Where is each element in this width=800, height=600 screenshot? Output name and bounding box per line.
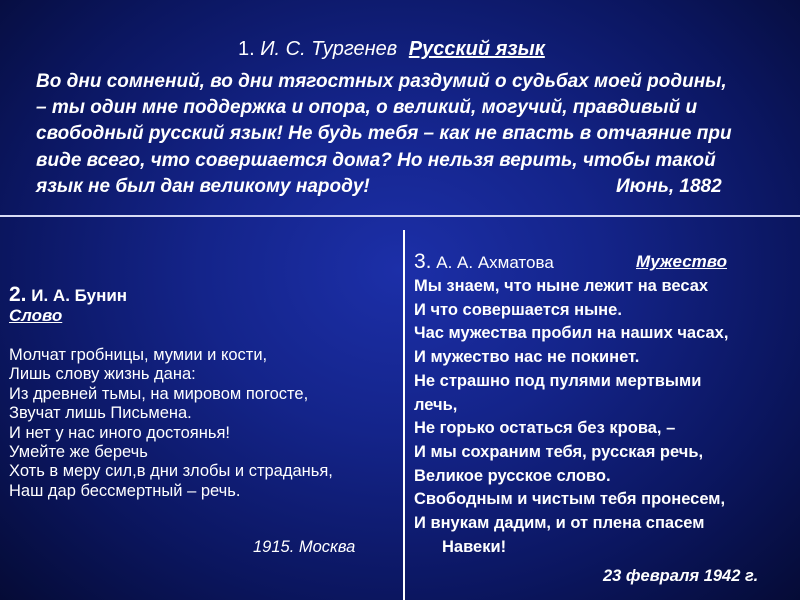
poem-line: Великое русское слово. <box>414 466 611 485</box>
prose-line: – ты один мне поддержка и опора, о великий, могучий, правдивый и <box>36 97 698 119</box>
section3-poem <box>414 275 728 559</box>
section2-date: 1915. Москва <box>253 538 356 556</box>
section3-number: 3. <box>414 250 432 273</box>
poem-line: Лишь слову жизнь дана: <box>9 365 196 384</box>
poem-line: Наш дар бессмертный – речь. <box>9 481 241 500</box>
prose-line-text: язык не был дан великому народу! <box>36 175 370 197</box>
section3-date: 23 февраля 1942 г. <box>603 567 759 585</box>
poem-line: Час мужества пробил на наших часах, <box>414 324 729 343</box>
poem-line: Молчат гробницы, мумии и кости, <box>9 346 268 364</box>
section3-heading <box>414 250 554 274</box>
section2-number: 2. <box>9 283 27 306</box>
section1-author: И. С. Тургенев <box>260 38 398 60</box>
section3-work-title: Мужество <box>636 252 728 271</box>
prose-line <box>36 174 796 200</box>
poem-line: И мужество нас не покинет. <box>414 348 640 367</box>
poem-line: Из древней тьмы, на мировом погосте, <box>9 384 309 403</box>
poem-line: Не горько остаться без крова, – <box>414 419 676 438</box>
poem-line: Не страшно под пулями мертвыми <box>414 371 702 390</box>
prose-line: свободный русский язык! Не будь тебя – как не впасть в отчаяние при <box>36 123 732 145</box>
poem-line: И мы сохраним тебя, русская речь, <box>414 442 704 461</box>
vertical-divider <box>403 230 405 600</box>
poem-line: Умейте же беречь <box>9 443 148 462</box>
section2-heading <box>9 283 127 307</box>
poem-line: Свободным и чистым тебя пронесем, <box>414 490 726 509</box>
section1-title <box>238 38 545 61</box>
poem-line: лечь, <box>414 395 458 414</box>
poem-line: И внукам дадим, и от плена спасем <box>414 514 705 533</box>
horizontal-divider <box>0 215 800 217</box>
section2-work-title: Слово <box>9 306 63 325</box>
prose-line: виде всего, что совершается дома? Но нельзя верить, чтобы такой <box>36 149 716 171</box>
section2-author: И. А. Бунин <box>31 286 128 305</box>
section1-prose <box>36 69 796 200</box>
poem-line: И что совершается ныне. <box>414 300 622 319</box>
section2-poem <box>9 346 333 501</box>
poem-line: Хоть в меру сил,в дни злобы и страданья, <box>9 462 333 481</box>
poem-line: Мы знаем, что ныне лежит на весах <box>414 277 709 295</box>
poem-line: И нет у нас иного достоянья! <box>9 423 230 442</box>
prose-line: Во дни сомнений, во дни тягостных раздумий о судьбах моей родины, <box>36 71 727 92</box>
section1-number: 1. <box>238 38 255 60</box>
section3-author: А. А. Ахматова <box>436 253 554 272</box>
poem-line: Навеки! <box>442 537 507 556</box>
section1-work-title: Русский язык <box>408 38 545 60</box>
section1-date: Июнь, 1882 <box>616 175 722 197</box>
poem-line: Звучат лишь Письмена. <box>9 404 192 423</box>
